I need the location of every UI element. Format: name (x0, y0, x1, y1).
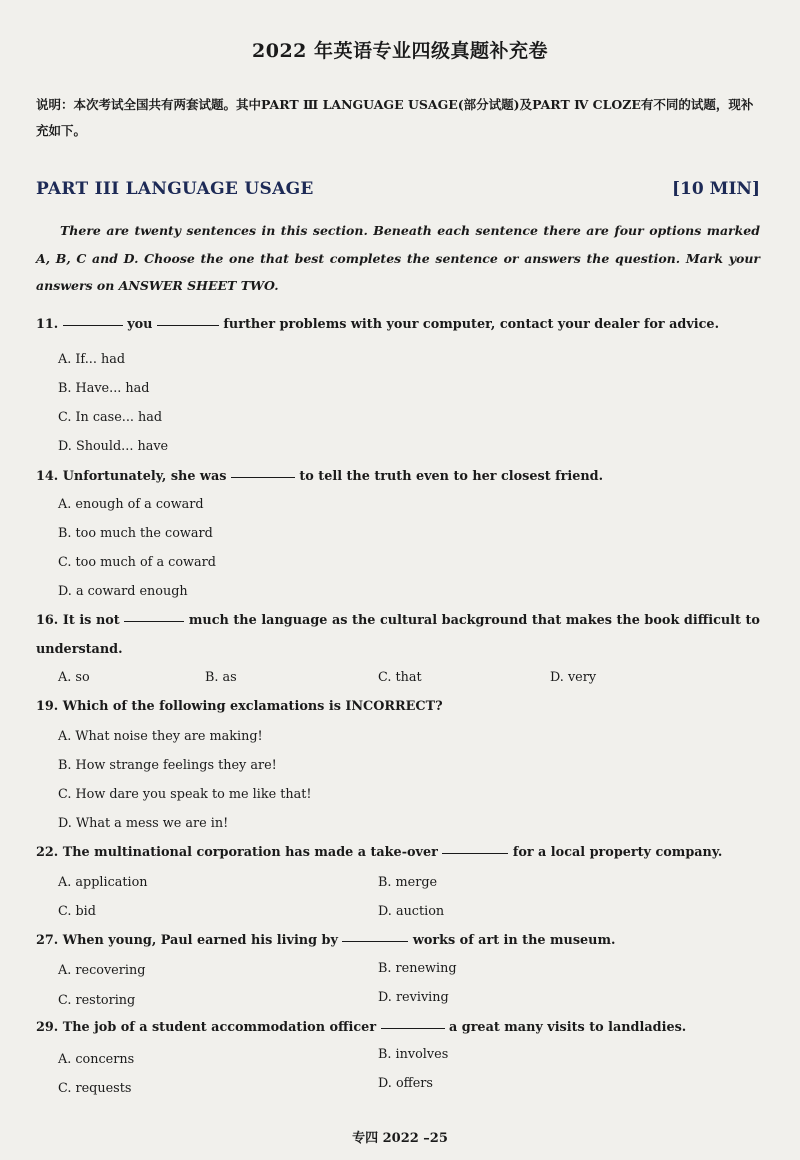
option-c: C. too much of a coward (58, 555, 216, 570)
question-text: you (127, 317, 153, 332)
option-b: B. Have... had (58, 381, 150, 396)
option-c: C. How dare you speak to me like that! (58, 787, 312, 802)
question-number: 11. (36, 317, 59, 332)
option-d: D. reviving (378, 990, 449, 1005)
option-b: B. too much the coward (58, 526, 213, 541)
option-b: B. How strange feelings they are! (58, 758, 277, 773)
question-text: Which of the following exclamations is INCORRECT? (62, 699, 443, 714)
answer-blank (157, 324, 219, 326)
answer-blank (442, 852, 508, 854)
part-title: PART III LANGUAGE USAGE (36, 179, 314, 199)
question-text: It is not (62, 613, 120, 628)
question-text: Unfortunately, she was (62, 469, 227, 484)
option-d: D. very (550, 670, 597, 685)
option-b: B. involves (378, 1047, 449, 1062)
question-number: 16. (36, 613, 59, 628)
question-text: When young, Paul earned his living by (62, 933, 338, 948)
option-a: A. concerns (58, 1052, 135, 1067)
option-a: A. If... had (58, 352, 126, 367)
exam-note: 说明：本次考试全国共有两套试题。其中PART Ⅲ LANGUAGE USAGE(部分试题)及PART Ⅳ CLOZE有不同的试题，现补充如下。 (36, 97, 754, 138)
option-b: B. renewing (378, 961, 457, 976)
option-b: B. merge (378, 875, 438, 890)
option-a: A. What noise they are making! (58, 729, 263, 744)
part-time-limit: [10 MIN] (672, 179, 760, 199)
option-a: A. enough of a coward (58, 497, 204, 512)
question-22 (36, 838, 760, 867)
question-number: 29. (36, 1020, 59, 1035)
question-text: to tell the truth even to her closest friend. (299, 469, 604, 484)
option-c: C. In case... had (58, 410, 163, 425)
question-11 (36, 310, 760, 339)
option-d: D. a coward enough (58, 584, 188, 599)
option-a: A. recovering (58, 963, 146, 978)
page-footer: 专四 2022 –25 (352, 1131, 448, 1146)
section-instructions: There are twenty sentences in this section. Beneath each sentence there are four options marked A, B, C and D. Choose the one that best completes the sentence or answers the question. Mark your answers on ANSWER SHEET TWO. (36, 223, 760, 293)
option-c: C. restoring (58, 993, 136, 1008)
question-text: much the language as the cultural background that makes the book difficult to understand. (36, 613, 760, 657)
option-d: D. What a mess we are in! (58, 816, 229, 831)
question-number: 19. (36, 699, 59, 714)
question-14 (36, 462, 760, 491)
question-29 (36, 1013, 760, 1042)
option-a: A. so (58, 670, 90, 685)
option-c: C. bid (58, 904, 96, 919)
page-title: 2022 年英语专业四级真题补充卷 (252, 40, 548, 62)
question-19 (36, 692, 760, 721)
question-text: a great many visits to landladies. (449, 1020, 687, 1035)
question-27 (36, 926, 760, 955)
question-16 (36, 606, 760, 664)
answer-blank (381, 1027, 445, 1029)
question-number: 22. (36, 845, 59, 860)
option-d: D. auction (378, 904, 445, 919)
question-text: for a local property company. (512, 845, 723, 860)
option-c: C. requests (58, 1081, 132, 1096)
question-text: works of art in the museum. (412, 933, 616, 948)
answer-blank (342, 940, 408, 942)
option-d: D. offers (378, 1076, 433, 1091)
question-number: 14. (36, 469, 59, 484)
answer-blank (231, 476, 295, 478)
question-text: The multinational corporation has made a take-over (62, 845, 438, 860)
question-number: 27. (36, 933, 59, 948)
answer-blank (124, 620, 184, 622)
option-d: D. Should... have (58, 439, 169, 454)
option-a: A. application (58, 875, 148, 890)
option-b: B. as (205, 670, 237, 685)
answer-blank (63, 324, 123, 326)
question-text: The job of a student accommodation officer (62, 1020, 377, 1035)
option-c: C. that (378, 670, 422, 685)
question-text: further problems with your computer, contact your dealer for advice. (223, 317, 720, 332)
